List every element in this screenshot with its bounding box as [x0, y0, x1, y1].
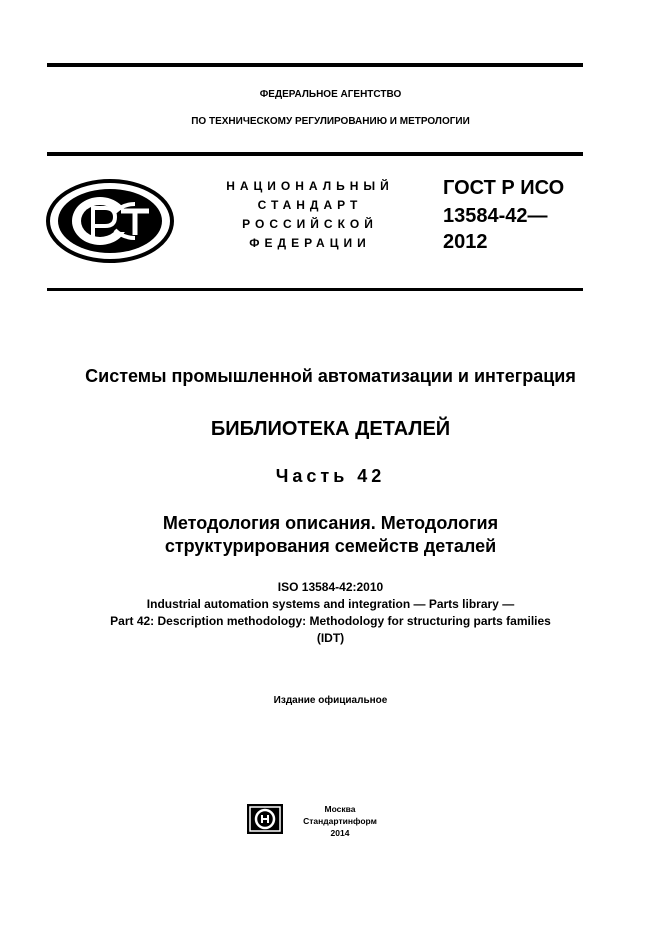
national-line-2: СТАНДАРТ	[257, 198, 363, 212]
subtitle-line-1: Методология описания. Методология	[162, 513, 499, 533]
subtitle-line-2: структурирования семейств деталей	[164, 536, 497, 556]
edition-note: Издание официальное	[273, 695, 388, 706]
series-title: Системы промышленной автоматизации и интеграция	[85, 366, 576, 386]
publisher-city: Москва	[324, 804, 356, 814]
iso-title-line-3: Part 42: Description methodology: Methodology for structuring parts families	[110, 614, 551, 628]
main-title: БИБЛИОТЕКА ДЕТАЛЕЙ	[210, 418, 451, 440]
gost-designation-line-3: 2012	[443, 231, 488, 253]
national-line-1: НАЦИОНАЛЬНЫЙ	[226, 179, 394, 193]
iso-title-line-2: Industrial automation systems and integration — Parts library —	[146, 597, 515, 611]
standard-block-rule	[47, 288, 583, 291]
standartinform-logo-icon	[246, 803, 284, 835]
publisher-year: 2014	[330, 828, 350, 838]
gost-r-logo-icon	[45, 178, 175, 264]
publisher-block	[290, 803, 390, 839]
gost-designation-line-1: ГОСТ Р ИСО	[443, 177, 565, 199]
top-rule	[47, 63, 583, 67]
agency-line-1: ФЕДЕРАЛЬНОЕ АГЕНТСТВО	[259, 89, 402, 100]
agency-line-2: ПО ТЕХНИЧЕСКОМУ РЕГУЛИРОВАНИЮ И МЕТРОЛОГИИ	[191, 116, 470, 127]
iso-number: ISO 13584-42:2010	[277, 580, 384, 594]
iso-title-line-4: (IDT)	[316, 631, 345, 645]
national-line-3: РОССИЙСКОЙ	[242, 217, 378, 231]
header-rule	[47, 152, 583, 156]
gost-designation-line-2: 13584-42—	[443, 205, 548, 227]
part-title: Часть 42	[275, 466, 386, 486]
publisher-name: Стандартинформ	[303, 816, 377, 826]
national-line-4: ФЕДЕРАЦИИ	[249, 236, 371, 250]
